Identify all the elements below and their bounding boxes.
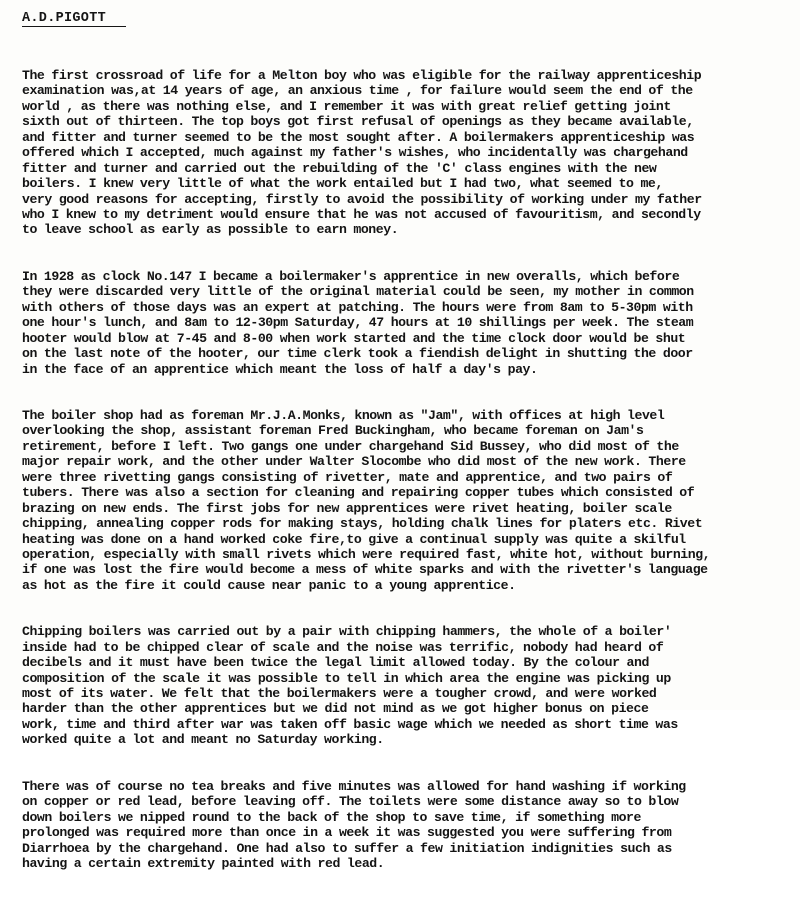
body-text — [22, 37, 796, 902]
paragraph-3: The boiler shop had as foreman Mr.J.A.Monks, known as "Jam", with offices at high level overlooking the shop, assistant foreman Fred Buckingham, who became foreman on Jam's retirement, before I left. Two gangs one under chargehand Sid Bussey, who did most of the major repair work, and the other under Walter Slocombe who did most of the new work. There were three rivetting gangs consisting of rivetter, mate and apprentice, and two pairs of tubers. There was also a section for cleaning and repairing copper tubes which consisted of brazing on new ends. The first jobs for new apprentices were rivet heating, boiler scale chipping, annealing copper rods for making stays, holding chalk lines for platers etc. Rivet heating was done on a hand worked coke fire,to give a continual supply was quite a skilful operation, especially with small rivets which were required fast, white hot, without burning, if one was lost the fire would become a mess of white sparks and with the rivetter's language as hot as the fire it could cause near panic to a young apprentice. — [22, 407, 711, 593]
paragraph-2: In 1928 as clock No.147 I became a boilermaker's apprentice in new overalls, which before they were discarded very little of the original material could be seen, my mother in common with others of those days was an expert at patching. The hours were from 8am to 5-30pm with one hour's lunch, and 8am to 12-30pm Saturday, 47 hours at 10 shillings per week. The steam hooter would blow at 7-45 and 8-00 when work started and the time clock door would be shut on the last note of the hooter, our time clerk took a fiendish delight in shutting the door in the face of an apprentice which meant the loss of half a day's pay. — [22, 268, 694, 377]
paragraph-1: The first crossroad of life for a Melton boy who was eligible for the railway apprenticeship examination was,at 14 years of age, an anxious time , for failure would seem the end of the world , as there was nothing else, and I remember it was with great relief getting joint sixth out of thirteen. The top boys got first refusal of openings as they became available, and fitter and turner seemed to be the most sought after. A boilermakers apprenticeship was offered which I accepted, much against my father's wishes, who incidentally was chargehand fitter and turner and carried out the rebuilding of the 'C' class engines with the new boilers. I knew very little of what the work entailed but I had two, what seemed to me, very good reasons for accepting, firstly to avoid the possibility of working under my father who I knew to my detriment would ensure that he was not accused of favouritism, and secondly to leave school as early as possible to earn money. — [22, 67, 702, 238]
author-heading: A.D.PIGOTT — [22, 11, 126, 27]
paragraph-4: Chipping boilers was carried out by a pair with chipping hammers, the whole of a boiler' inside had to be chipped clear of scale and the noise was terrific, nobody had heard of decibels and it must have been twice the legal limit allowed today. By the colour and composition of the scale it was possible to tell in which area the engine was picking up most of its water. We felt that the boilermakers were a tougher crowd, and were worked harder than the other apprentices but we did not mind as we got higher bonus on piece work, time and third after war was taken off basic wage which we needed as short time was worked quite a lot and meant no Saturday working. — [22, 624, 678, 748]
paragraph-5: There was of course no tea breaks and five minutes was allowed for hand washing if working on copper or red lead, before leaving off. The toilets were some distance away so to blow down boilers we nipped round to the back of the shop to save time, if something more prolonged was required more than once in a week it was suggested you were suffering from Diarrhoea by the chargehand. One had also to suffer a few initiation indignities such as having a certain extremity painted with red lead. — [22, 778, 686, 872]
